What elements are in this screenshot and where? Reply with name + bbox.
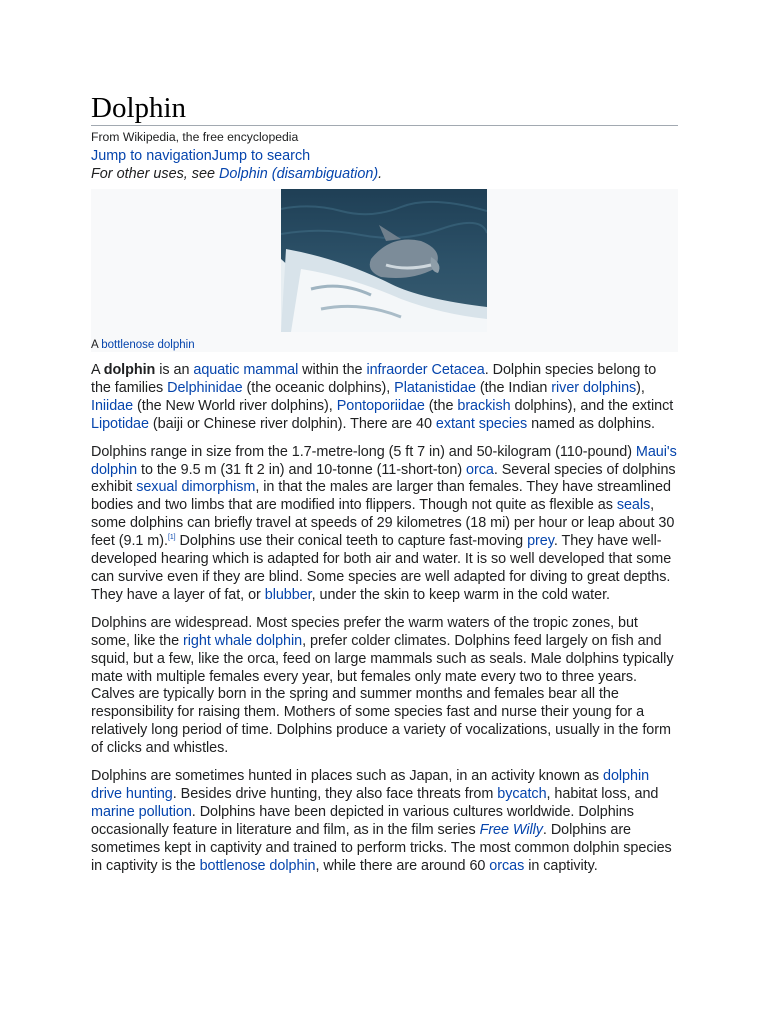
link-orca[interactable]: orca — [466, 461, 494, 478]
link-mauis-dolphin[interactable]: Maui's dolphin — [91, 443, 677, 478]
text: . Several species of dolphins exhibit — [91, 461, 676, 496]
text: A — [91, 362, 104, 378]
text: named as dolphins. — [527, 415, 656, 432]
text: ), — [636, 379, 645, 396]
paragraph-habitat — [91, 615, 678, 758]
dolphin-photo[interactable] — [281, 189, 487, 332]
jump-to-navigation-link[interactable]: Jump to navigation — [91, 148, 212, 164]
text: (the — [424, 397, 458, 414]
text: . Dolphins have been depicted in various cultures worldwide. Dolphins occasionally feature in literature and film, as in the film series — [91, 803, 634, 838]
link-sexual-dimorphism[interactable]: sexual dimorphism — [136, 479, 256, 496]
figure-caption — [91, 339, 195, 352]
link-dolphin-drive-hunting[interactable]: dolphin drive hunting — [91, 768, 650, 802]
link-platanistidae[interactable]: Platanistidae — [394, 379, 476, 396]
jump-to-search-link[interactable]: Jump to search — [211, 148, 311, 164]
text: (the New World river dolphins), — [133, 397, 337, 414]
link-lipotidae[interactable]: Lipotidae — [91, 415, 149, 432]
link-iniidae[interactable]: Iniidae — [91, 397, 134, 414]
text: . Dolphin species belong to the families — [91, 362, 657, 396]
text: (the Indian — [475, 379, 552, 396]
article — [91, 92, 678, 875]
bold-term: dolphin — [103, 362, 156, 378]
link-orcas[interactable]: orcas — [489, 857, 525, 874]
paragraph-size — [91, 444, 678, 605]
text: , prefer colder climates. Dolphins feed largely on fish and squid, but a few, like the orca, feed on large mammals such as seals. Male dolphins typically mate with multiple females every year, but females only mate every two to three years. Calves are typically born in the spring and summer months and females bear all the responsibility for raising them. Mothers of some species fast and nurse their young for a relatively long period of time. Dolphins produce a variety of vocalizations, usually in the form of clicks and whistles. — [91, 632, 674, 757]
link-blubber[interactable]: blubber — [264, 586, 312, 603]
hatnote-prefix: For other uses, see — [91, 166, 219, 182]
link-aquatic-mammal[interactable]: aquatic mammal — [193, 362, 299, 378]
jump-links — [91, 147, 678, 165]
text: , under the skin to keep warm in the cold water. — [311, 586, 610, 603]
link-brackish[interactable]: brackish — [457, 397, 511, 414]
text: , while there are around 60 — [315, 857, 490, 874]
link-marine-pollution[interactable]: marine pollution — [91, 803, 192, 820]
text: Dolphins are sometimes hunted in places such as Japan, in an activity known as — [91, 768, 603, 785]
text: within the — [298, 362, 367, 378]
text: . Dolphins are sometimes kept in captivity and trained to perform tricks. The most common dolphin species in captivity is the — [91, 821, 672, 874]
text: . Besides drive hunting, they also face threats from — [172, 785, 498, 802]
link-delphinidae[interactable]: Delphinidae — [167, 379, 243, 396]
link-infraorder-cetacea[interactable]: infraorder Cetacea — [366, 362, 485, 378]
hatnote — [91, 165, 678, 183]
text: Dolphins are widespread. Most species prefer the warm waters of the tropic zones, but some, like the — [91, 614, 638, 649]
link-bottlenose-dolphin[interactable]: bottlenose dolphin — [199, 857, 316, 874]
text: , habitat loss, and — [546, 785, 659, 802]
link-pontoporiidae[interactable]: Pontoporiidae — [336, 397, 425, 414]
infobox-figure — [91, 189, 678, 352]
link-prey[interactable]: prey — [527, 533, 554, 550]
text: . They have well-developed hearing which is adapted for both air and water. It is so well developed that some can survive even if they are blind. Some species are well adapted for diving to great depths. They have a layer of fat, or — [91, 533, 672, 603]
hatnote-suffix: . — [378, 166, 383, 182]
dolphin-photo-image — [281, 189, 487, 332]
link-free-willy[interactable]: Free Willy — [479, 821, 543, 838]
link-river-dolphins[interactable]: river dolphins — [551, 379, 637, 396]
text: is an — [155, 362, 194, 378]
caption-bottlenose-link[interactable]: bottlenose dolphin — [101, 339, 195, 351]
link-seals[interactable]: seals — [616, 497, 651, 514]
text: to the 9.5 m (31 ft 2 in) and 10-tonne (11-short-ton) — [137, 461, 467, 478]
paragraph-threats — [91, 768, 678, 875]
text: Dolphins range in size from the 1.7-metre-long (5 ft 7 in) and 50-kilogram (110-pound) — [91, 443, 636, 460]
text: , some dolphins can briefly travel at speeds of 29 kilometres (18 mi) per hour or leap about 30 feet (9.1 m). — [91, 497, 675, 550]
site-tagline: From Wikipedia, the free encyclopedia — [91, 130, 299, 144]
link-right-whale-dolphin[interactable]: right whale dolphin — [183, 632, 303, 649]
text: in captivity. — [524, 857, 598, 874]
reference-link[interactable]: [1] — [167, 534, 176, 542]
paragraph-intro — [91, 362, 678, 434]
link-bycatch[interactable]: bycatch — [497, 785, 547, 802]
text: (the oceanic dolphins), — [242, 379, 395, 396]
text: (baiji or Chinese river dolphin). There are 40 — [148, 415, 436, 432]
text: Dolphins use their conical teeth to capture fast-moving — [175, 533, 528, 550]
text: dolphins), and the extinct — [510, 397, 674, 414]
caption-prefix: A — [91, 339, 102, 351]
link-extant-species[interactable]: extant species — [435, 415, 528, 432]
disambiguation-link[interactable]: Dolphin (disambiguation) — [218, 166, 379, 182]
text: , in that the males are larger than females. They have streamlined bodies and two limbs that are modified into flippers. Though not quite as flexible as — [91, 479, 671, 514]
page-title: Dolphin — [91, 92, 678, 126]
